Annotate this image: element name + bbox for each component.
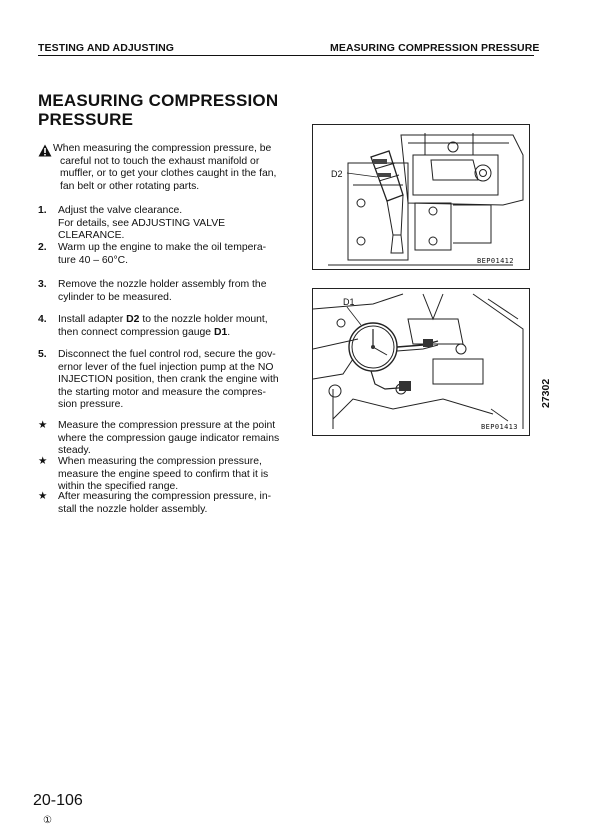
step-number: 1. [38, 205, 47, 216]
step-line: INJECTION position, then crank the engine with [58, 374, 279, 386]
header-rule [38, 55, 534, 56]
side-document-code: 27302 [540, 378, 552, 408]
revision-mark: ① [43, 815, 52, 826]
warning-line-3: muffler, or to get your clothes caught in the fan, [60, 168, 277, 180]
note-line: After measuring the compression pressure, in- [58, 491, 272, 502]
running-header-topic: MEASURING COMPRESSION PRESSURE [330, 42, 540, 54]
page-title [38, 91, 288, 129]
step-number: 4. [38, 314, 47, 325]
warning-line-4: fan belt or other rotating parts. [60, 180, 200, 192]
running-header-section: TESTING AND ADJUSTING [38, 42, 175, 54]
step-line: ernor lever of the fuel injection pump at the NO [58, 361, 274, 373]
step-line: For details, see ADJUSTING VALVE CLEARANCE. [58, 217, 226, 242]
step-line: ture 40 – 60°C. [58, 254, 129, 266]
figure1-label-d2: D2 [331, 169, 343, 179]
note-line: stall the nozzle holder assembly. [58, 503, 208, 515]
figure1-code: BEP01412 [477, 257, 514, 265]
page-number: 20-106 [33, 792, 83, 809]
gauge-illustration [313, 289, 529, 435]
note-line: When measuring the compression pressure, [58, 456, 262, 467]
step-line: Disconnect the fuel control rod, secure the gov- [58, 349, 276, 360]
figure2-code: BEP01413 [481, 423, 518, 431]
step-line: Adjust the valve clearance. [58, 205, 183, 216]
note-line: steady. [58, 445, 91, 457]
star-icon: ★ [38, 420, 48, 431]
warning-line-2: careful not to touch the exhaust manifold or [60, 155, 260, 167]
step-line: cylinder to be measured. [58, 291, 172, 303]
page-title-line-1: MEASURING COMPRESSION [38, 91, 279, 110]
warning-line-1: When measuring the compression pressure, be [53, 143, 272, 154]
warning-triangle-icon [38, 144, 52, 157]
note-line: measure the engine speed to confirm that it is [58, 468, 269, 480]
star-icon: ★ [38, 491, 48, 502]
step-number: 2. [38, 242, 47, 253]
figure-adapter-d2 [312, 124, 530, 270]
engine-head-illustration [313, 125, 529, 269]
note-line: within the specified range. [58, 481, 179, 493]
step-line: then connect compression gauge D1. [58, 326, 231, 338]
figure-gauge-d1 [312, 288, 530, 436]
star-icon: ★ [38, 456, 48, 467]
step-line: Install adapter D2 to the nozzle holder mount, [58, 314, 268, 325]
step-number: 5. [38, 349, 47, 360]
page-title-line-2: PRESSURE [38, 110, 134, 129]
note-line: Measure the compression pressure at the point [58, 420, 276, 431]
step-line: Remove the nozzle holder assembly from the [58, 279, 267, 290]
step-line: sion pressure. [58, 399, 124, 411]
note-line: where the compression gauge indicator remains [58, 432, 280, 444]
step-line: the starting motor and measure the compres- [58, 386, 266, 398]
step-number: 3. [38, 279, 47, 290]
figure2-label-d1: D1 [343, 297, 355, 307]
step-line: Warm up the engine to make the oil tempera- [58, 242, 267, 253]
